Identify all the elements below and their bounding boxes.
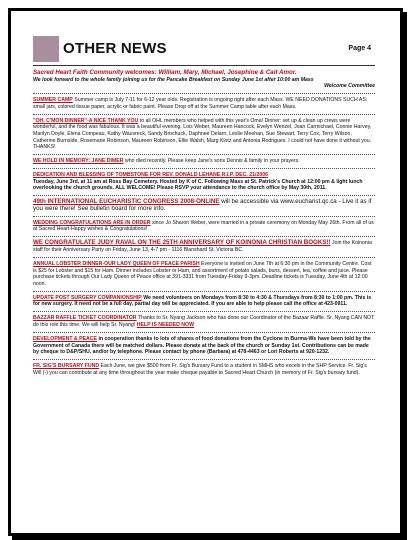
lobster-section	[33, 261, 375, 287]
tombstone-body: Tuesday, June 3rd, at 11 am at Ross Bay Cemetery. Hosted by K of C. Following Mass at St. Patrick's Church at 12:00 pm & light lunch overlooking the church grounds. ALL WELCOME! Please RSVP your attendance to the church office by May 30th, 2011.	[33, 178, 363, 192]
page-title: OTHER NEWS	[63, 40, 167, 57]
eucharistic-section	[33, 199, 375, 212]
tombstone-section	[33, 172, 375, 192]
development-title: DEVELOPMENT & PEACE	[33, 335, 97, 342]
section-divider	[33, 257, 375, 258]
bursary-title: FR. SIG'S BURSARY FUND	[33, 363, 100, 370]
welcome-body: We look forward to the whole family joining us for the Pancake Breakfast on Sunday June 1st after 10:00 am Mass	[33, 76, 314, 83]
koinonia-section	[33, 240, 375, 253]
lobster-title: ANNUAL LOBSTER DINNER-OUR LADY QUEEN OF PEACE PARISH	[33, 261, 200, 267]
postsurgery-title: UPDATE POST SURGERY COMPANIONSHIP	[33, 294, 142, 301]
wedding-body: since Jo Sharon Weber, were married in a private ceremony on Monday May 26th. From all of us at Sacred Heart-Happy wishes & Congratulations!	[33, 219, 374, 233]
section-divider	[33, 236, 375, 237]
section-divider	[33, 291, 375, 292]
section-divider	[33, 195, 375, 196]
news-content	[33, 70, 375, 380]
summer-camp-title: SUMMER CAMP	[33, 97, 73, 104]
section-divider	[33, 154, 375, 155]
thank-you-section	[33, 118, 375, 151]
welcome-section	[33, 70, 375, 90]
welcome-signature: Welcome Committee	[324, 83, 375, 90]
section-divider	[33, 93, 375, 94]
newsletter-page	[8, 8, 403, 536]
eucharistic-title: 49th INTERNATIONAL EUCHARISTIC CONGRESS 2008-ONLINE	[33, 198, 220, 206]
page-number: Page 4	[348, 45, 371, 52]
header-divider	[33, 65, 375, 66]
postsurgery-body: We need volunteers on Mondays from 8:30 to 4:30 & Thursdays from 8:30 to 1:00 pm. This is for new surgery. It need not be a full day, partial day will be appreciated. If you are able to help please call the office at 423-0911.	[33, 294, 372, 308]
development-section	[33, 336, 375, 356]
thank-you-title: "OH, C'MON DINNER"-A NICE THANK YOU	[33, 117, 139, 124]
section-divider	[33, 359, 375, 360]
bazaar-body: Thanks to Sr. Nyang Jackson who has done our Coordinator of the Bazaar Raffle. Sr. Nyang CAN NOT do this role this time. We will help Sr. Nyang!	[33, 315, 375, 328]
summer-camp-body: Summer camp is July 7-11 for 6-12 year olds. Registration is ongoing right after each Mass. WE NEED DONATIONS SUCH AS: small jars, colored tissue paper, acrylic or fabric paint. Please Drop off at the Summer Camp table after each Mass.	[33, 97, 368, 110]
bursary-body: Each June, we give $500 from Fr. Sig's Bursary Fund to a student in SMHS who excels in the SHP Service. Fr. Sig's Will (-) you can contribute at any time throughout the year make cheque payable to Sacred Heart Church (in memory of Fr. Sig's bursary fund).	[33, 363, 367, 376]
bazaar-title: BAZZAR RAFFLE TICKET COORDINATOR	[33, 315, 137, 322]
bursary-section	[33, 363, 375, 376]
header-accent-box	[33, 36, 59, 62]
section-divider	[33, 168, 375, 169]
memory-title: WE HOLD IN MEMORY: JANE DIMER	[33, 158, 124, 165]
development-body: in cooperation thanks to lots of shares of food donations from the Cyclone in Burma-We have been told by the Government of Canada there will be matched dollars. Please donate at the back of the church or Sunday 1st. Contributions can be made by cheque to D&P/SHU, and/or by telephone. Please contact by phone (Barbara) at 478-4463 or Lori Roberts at 920-1232.	[33, 335, 371, 356]
summer-camp-section	[33, 97, 375, 110]
section-divider	[33, 216, 375, 217]
postsurgery-section	[33, 295, 375, 308]
welcome-title: Sacred Heart Faith Community welcomes: William, Mary, Michael, Josephine & Cait Amor.	[33, 69, 297, 76]
koinonia-title: WE CONGRATULATE JUDY RAVAL ON THE 25TH ANNIVERSARY OF KOINONIA CHRISTIAN BOOKS!!	[33, 239, 331, 247]
bazaar-help-needed: HELP IS NEEDED NOW	[136, 321, 194, 328]
memory-body: who died recently. Please keep Jane's sons Dennis & family in your prayers.	[124, 158, 300, 165]
eucharistic-body: will be accessible via www.eucharist.qc.ca - Live it as if you were there! See bulletin board for more info.	[33, 198, 372, 212]
wedding-title: WEDDING CONGRATULATIONS ARE IN ORDER	[33, 219, 151, 226]
wedding-section	[33, 220, 375, 233]
bazaar-section	[33, 315, 375, 328]
thank-you-body: to all OHL members who helped with this year's Oma! Dinner: set up & clean up crews were wonderful, and the food was fabulous. It was a beautiful evening. Lois Weber, Maureen Hancock, Evelyn Wenzel, Joan Carmichael, Connie Harvey, Marilyn Doyle, Elena Compeau, Kathy Wauvreck, Sandy Brochuck, Daphnee Delarn, Leslie Meehan, Sue Stewart, Terry Cox, Terry Wilson, Catherine Burnside, Rosemarie Robinson, Maureen Robinson, Ellie Walsh, Marg Klotz and Antonia Rodrigues. I could not have done it without you. THANKS!	[33, 117, 372, 151]
tombstone-title: DEDICATION AND BLESSING OF TOMBSTONE FOR REV. DONALD LEHANE R.I.P. DEC. 21/2006	[33, 172, 269, 179]
section-divider	[33, 311, 375, 312]
lobster-body: Everyone is invited on June 7th at 6:30 pm in the Community Centre. Cost is $25 for Lobster and $15 for Ham. Dinner includes Lobster or Ham, and assortment of potato salads, buns, dessert, tea, coffee and juice. Please purchase tickets through Our Lady Queen of Peace office at 391-3331 from Tuesday-Friday 9-3pm. Deadline tickets is Tuesday, June 4th at 12:00 noon.	[33, 261, 372, 287]
section-divider	[33, 332, 375, 333]
koinonia-body: Join the Koinonia staff for their Anniversary Party on Friday, June 13, 4-7 pm - 1116 Blanshard St. Victoria BC.	[33, 240, 372, 254]
memory-section	[33, 158, 375, 165]
section-divider	[33, 114, 375, 115]
page-header	[33, 36, 375, 62]
